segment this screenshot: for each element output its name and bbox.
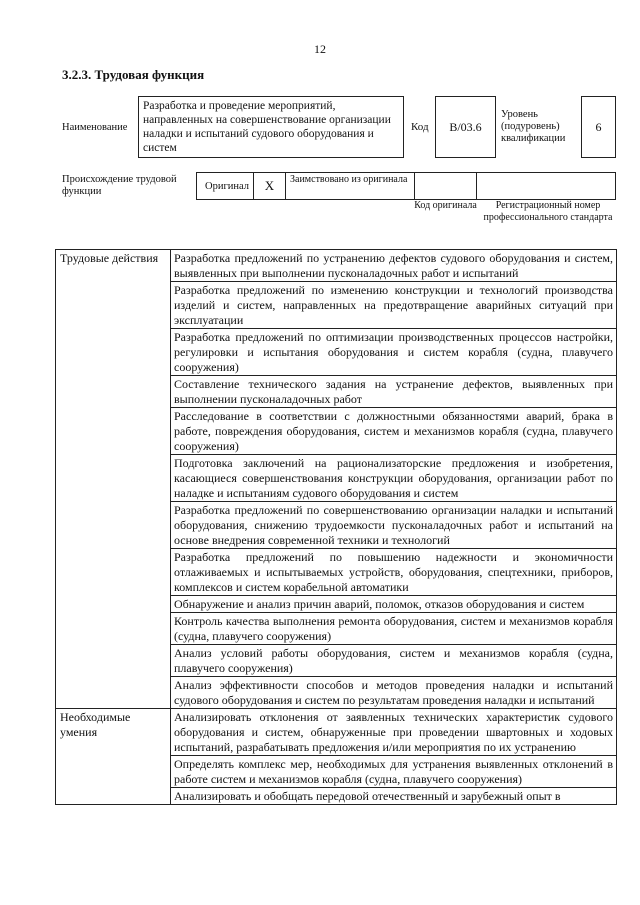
function-table (55, 249, 617, 805)
page-number: 12 (314, 42, 326, 56)
labor-action-item: Подготовка заключений на рационализаторские предложения и изобретения, касающиеся совершенствования конструкции оборудования, организации работ по наладке и испытаниям судового оборудования и систем (171, 455, 617, 502)
original-mark: X (253, 172, 286, 200)
function-code-box: B/03.6 (435, 96, 496, 158)
code-label: Код (411, 121, 429, 133)
skills-label: Необходимые умения (56, 709, 171, 805)
original-label: Оригинал (196, 172, 254, 200)
labor-action-item: Обнаружение и анализ причин аварий, поломок, отказов оборудования и систем (171, 596, 617, 613)
skill-item: Анализировать отклонения от заявленных технических характеристик судового оборудования и систем, обнаруженные при проведении швартовных и ходовых испытаний, разрабатывать предложения и/или мероприятия по их устранению (171, 709, 617, 756)
labor-action-item: Составление технического задания на устранение дефектов, выявленных при выполнении пусконаладочных работ (171, 376, 617, 408)
qualification-level-box: 6 (581, 96, 616, 158)
labor-action-item: Разработка предложений по изменению конструкции и технологий производства изделий и систем, направленных на предотвращение аварийных ситуаций при эксплуатации (171, 282, 617, 329)
table-row (56, 250, 617, 282)
table-row (56, 709, 617, 756)
borrowed-label: Заимствовано из оригинала (285, 172, 415, 200)
name-label: Наименование (62, 122, 128, 133)
level-label: Уровень (подуровень) квалификации (501, 109, 566, 144)
skill-item: Определять комплекс мер, необходимых для устранения выявленных отклонений в работе систем и механизмов корабля (судна, плавучего сооружения) (171, 756, 617, 788)
labor-action-item: Разработка предложений по совершенствованию организации наладки и испытаний оборудования, снижению трудоемкости пусконаладочных работ и испытаний на основе внедрения современной техники и технологий (171, 502, 617, 549)
labor-action-item: Анализ эффективности способов и методов проведения наладки и испытаний судового оборудования и систем по результатам проведения наладки и испытаний (171, 677, 617, 709)
labor-actions-label: Трудовые действия (56, 250, 171, 709)
labor-action-item: Контроль качества выполнения ремонта оборудования, систем и механизмов корабля (судна, плавучего сооружения) (171, 613, 617, 645)
skill-item: Анализировать и обобщать передовой отечественный и зарубежный опыт в (171, 788, 617, 805)
labor-action-item: Разработка предложений по устранению дефектов судового оборудования и систем, выявленных при выполнении пусконаладочных работ и испытаний (171, 250, 617, 282)
code-caption: Код оригинала (414, 200, 477, 211)
original-code-cell (414, 172, 477, 200)
section-title: 3.2.3. Трудовая функция (62, 67, 205, 82)
origin-row (196, 172, 616, 200)
reg-caption: Регистрационный номер профессионального стандарта (483, 200, 613, 223)
labor-action-item: Разработка предложений по оптимизации производственных процессов настройки, регулировки и испытания оборудования и систем корабля (судна, плавучего сооружения) (171, 329, 617, 376)
origin-label: Происхождение трудовой функции (62, 174, 177, 197)
labor-action-item: Разработка предложений по повышению надежности и экономичности отлаживаемых и испытываемых устройств, оборудования, спецтехники, приборов, комплексов и систем корабельной автоматики (171, 549, 617, 596)
registration-number-cell (476, 172, 616, 200)
function-name-box: Разработка и проведение мероприятий, направленных на совершенствование организации наладки и испытаний судового оборудования и систем (138, 96, 404, 158)
labor-action-item: Анализ условий работы оборудования, систем и механизмов корабля (судна, плавучего сооружения) (171, 645, 617, 677)
labor-action-item: Расследование в соответствии с должностными обязанностями аварий, брака в работе, повреждения оборудования, систем и механизмов корабля (судна, плавучего сооружения) (171, 408, 617, 455)
